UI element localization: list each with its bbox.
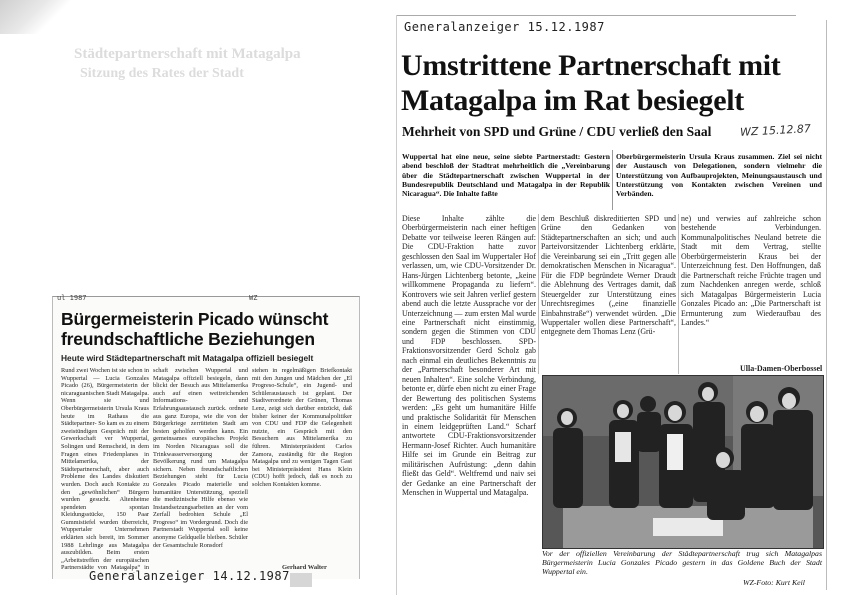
left-headline [61, 309, 357, 349]
right-column-2: dem Beschluß diskreditierten SPD und Grüne den Gedanken von Städtepartnerschaften an sich; und auch Parteivorsitzender Lichtenberg erklärte, die Vereinbarung sei ein „Tritt gegen alle demokratischen Menschen in Nicaragua“. Für die FDP begründete Werner Draudt die Ablehnung des Vertrages damit, daß Steuergelder zur Unterstützung eines Unrechtsregimes („eine finanzielle Einbahnstraße“) verwendet würden. „Die Wuppertaler wollen diese Partnerschaft“, entgegnete dem Thomas Lenz (Grü- [541, 214, 676, 337]
left-column-3: stehen in regelmäßigen Briefkontakt mit den Jungen und Mädchen der „El Progreso-Schule“, ein Jugend- und Schüleraustausch ist geplant. Der Stadtverordnete der Grünen, Thomas Lenz, zeigt sich darüber entzückt, daß bisher keiner der Kommunalpolitiker von CDU und FDP die Gelegenheit nutzte, ein Gespräch mit den Besuchern aus Mittelamerika zu führen. Ministerpräsident Carlos Zamora, zuständig für die Region Matagalpa und zu wenigen Tagen Gast bei Ministerpräsident Hans Klein (CDU) hofft jedoch, daß es noch zu solchen Kontakten komme. [252, 367, 352, 488]
right-column-divider-1 [538, 214, 539, 374]
right-headline-line1: Umstrittene Partnerschaft mit [401, 49, 781, 82]
right-headline-line2: Matagalpa im Rat besiegelt [401, 84, 744, 117]
press-photo [542, 375, 824, 549]
left-author: Gerhard Walter [282, 564, 327, 571]
left-headline-line2: freundschaftliche Beziehungen [61, 329, 315, 349]
right-lead-right: Oberbürgermeisterin Ursula Kraus zusammen. Ziel sei nicht der Austausch von Delegationen, sondern vielmehr die Unterstützung von Aufbauprojekten, Meinungsaustausch und Unterstützung von Kontakten zwischen Vereinen und Verbänden. [616, 152, 822, 199]
right-clipping-edge [826, 20, 827, 590]
bleed-through-text-1: Städtepartnerschaft mit Matagalpa [74, 46, 301, 62]
right-subheadline: Mehrheit von SPD und Grüne / CDU verließ den Saal [402, 124, 712, 139]
right-author: Ulla-Damen-Oberbossel [740, 364, 823, 373]
right-clipping-source-label: Generalanzeiger 15.12.1987 [404, 20, 605, 34]
bleed-through-text-2: Sitzung des Rates der Stadt [80, 66, 244, 81]
left-column-1: Rund zwei Wochen ist sie schon in Wuppertal — Lucia Gonzales Picado (26), Bürgermeisterin der nicaraguanischen Stadt Matagalpa. Wenn sie und Oberbürgermeisterin Ursula Kraus heute im Rathaus die Städtepartner- So kam es zu einem zweistündigen Gespräch mit der Gewerkschaft ver Wuppertal, Solingen und Remscheid, in dem Fragen eines Friedenplanes in Mittelamerika, der Städtepartnerschaft, aber auch Probleme des Landes diskutiert wurden. Doch auch Kontakte zu den „gewöhnlichen“ Bürgern wurden gesucht. Altenheime spendeten spontan Kleidungsstücke, 150 Paar Gummistiefel wurden überreicht, Wuppertaler Unternehmen erklärten sich bereit, im Sommer 1988 Lehrlinge aus Matagalpa auszubilden. Beim ersten „Arbeitstreffen der europäischen Partnerstädte von Matagalpa“ in [61, 367, 149, 572]
copy-corner-shadow [0, 0, 70, 34]
right-headline [401, 48, 821, 118]
right-column-divider-2 [678, 214, 679, 374]
right-column-3: ne) und verwies auf zahlreiche schon bestehende Verbindungen. Kommunalpolitisches Neuland betrete die Stadt mit dem Vertrag, stellte Oberbürgermeisterin Kraus bei der Unterzeichnung fest. Den Hoffnungen, daß die Partnerschaft reiche Früchte tragen und zum Nachdenken anregen werde, schloß sich Matagalpas Bürgermeisterin Lucia Gonzales Picado an: „Die Partnerschaft ist Ermunterung zum Wiederaufbau des Landes.“ [681, 214, 821, 327]
left-column-2: schaft zwischen Wuppertal und Matagalpa offiziell besiegeln, dann blickt der Besuch aus Mittelamerika auch auf einen weitreichenden Informations- und Erfahrungsaustausch zurück. ordnete aus ganz Europa, wie die von der Bürgerkriege zerrütteten Stadt am besten geholfen werden kann. Ein gemeinsames europäisches Projekt im Norden Nicaraguas soll die Trinkwasserversorgung der Bevölkerung rund um Matagalpa sichern. Neben freundschaftlichen Beziehungen steht für Lucia Gonzales Picado materielle und humanitäre Unterstützung, speziell die medizinische Hilfe ebenso wie Instandsetzungsarbeiten an der vom Zerfall bedrohten Schule „El Progreso“ im Vordergrund. Doch die Partnerstadt Wuppertal soll keine anonyme Geldquelle bleiben. Schüler der Gesamtschule Ronsdorf [153, 367, 248, 549]
right-header-rule [396, 15, 796, 16]
handwritten-date-note: WZ 15.12.87 [739, 122, 812, 139]
left-clipping-tape-mark [290, 573, 312, 587]
left-clipping-source-label: Generalanzeiger 14.12.1987 [89, 569, 290, 583]
press-photo-image [543, 376, 823, 548]
left-clipping [52, 296, 360, 579]
photo-caption: Vor der offiziellen Vereinbarung der Städtepartnerschaft trug sich Matagalpas Bürgermeisterin Lucia Gonzales Picado gestern in das Goldene Buch der Stadt Wuppertal ein. [542, 549, 822, 577]
right-lead-divider [612, 150, 613, 210]
right-lead-left: Wuppertal hat eine neue, seine siebte Partnerstadt: Gestern abend beschloß der Stadtrat mehrheitlich die „Vereinbarung über die Städtepartnerschaft zwischen Wuppertal in der Bundesrepublik Deutschland und Matagalpa in der Republik Nicaragua“. Die Inhalte faßte [402, 152, 610, 199]
left-clipping-header-fragment: ul 1987 [57, 294, 87, 302]
left-headline-line1: Bürgermeisterin Picado wünscht [61, 309, 329, 329]
right-column-1: Diese Inhalte zählte die Oberbürgermeisterin nach einer heftigen Debatte vor teilweise leeren Rängen auf: Die CDU-Fraktion hatte zuvor geschlossen den Saal im Wuppertaler Hof verlassen, um, wie CDU-Vorsitzender Dr. Hans-Jürgen Lichtenberg betonte, „keine willkommene Propaganda zu liefern“. Kontrovers wie seit Jahren verlief gestern abend auch die letzte Aussprache vor der Unterzeichnung — zum ersten Mal wurde eine Partnerschaft nicht einstimmig, sondern gegen die Stimmen von CDU und FDP beschlossen. SPD-Fraktionsvorsitzender Gerd Scholz gab nach einmal ein deutliches Bekenntnis zu der „Partnerschaft besonderer Art mit neuen Inhalten“. Eine solche Verbindung, betonte er, dürfe eben nicht zu einer Frage der Bewertung des politischen Systems werden: „Es geht um humanitäre Hilfe und praktische Solidarität für Menschen in einem leidgeprüften Land.“ Scharf antwortete CDU-Fraktionsvorsitzender Hermann-Josef Richter. Auch humanitäre Hilfe sei im Grunde ein Beitrag zur militärischen Aufrüstung: „denn dahin fließt das Geld“. Weltfremd und naiv sei der Gedanke an eine Partnerschaft der Menschen in Wuppertal und Matagalpa. [402, 214, 536, 498]
photo-credit: WZ-Foto: Kurt Keil [743, 578, 805, 587]
left-subheadline: Heute wird Städtepartnerschaft mit Matagalpa offiziell besiegelt [61, 353, 314, 363]
right-clipping-left-edge [396, 15, 397, 595]
left-clipping-header-fragment-2: WZ [249, 294, 258, 302]
